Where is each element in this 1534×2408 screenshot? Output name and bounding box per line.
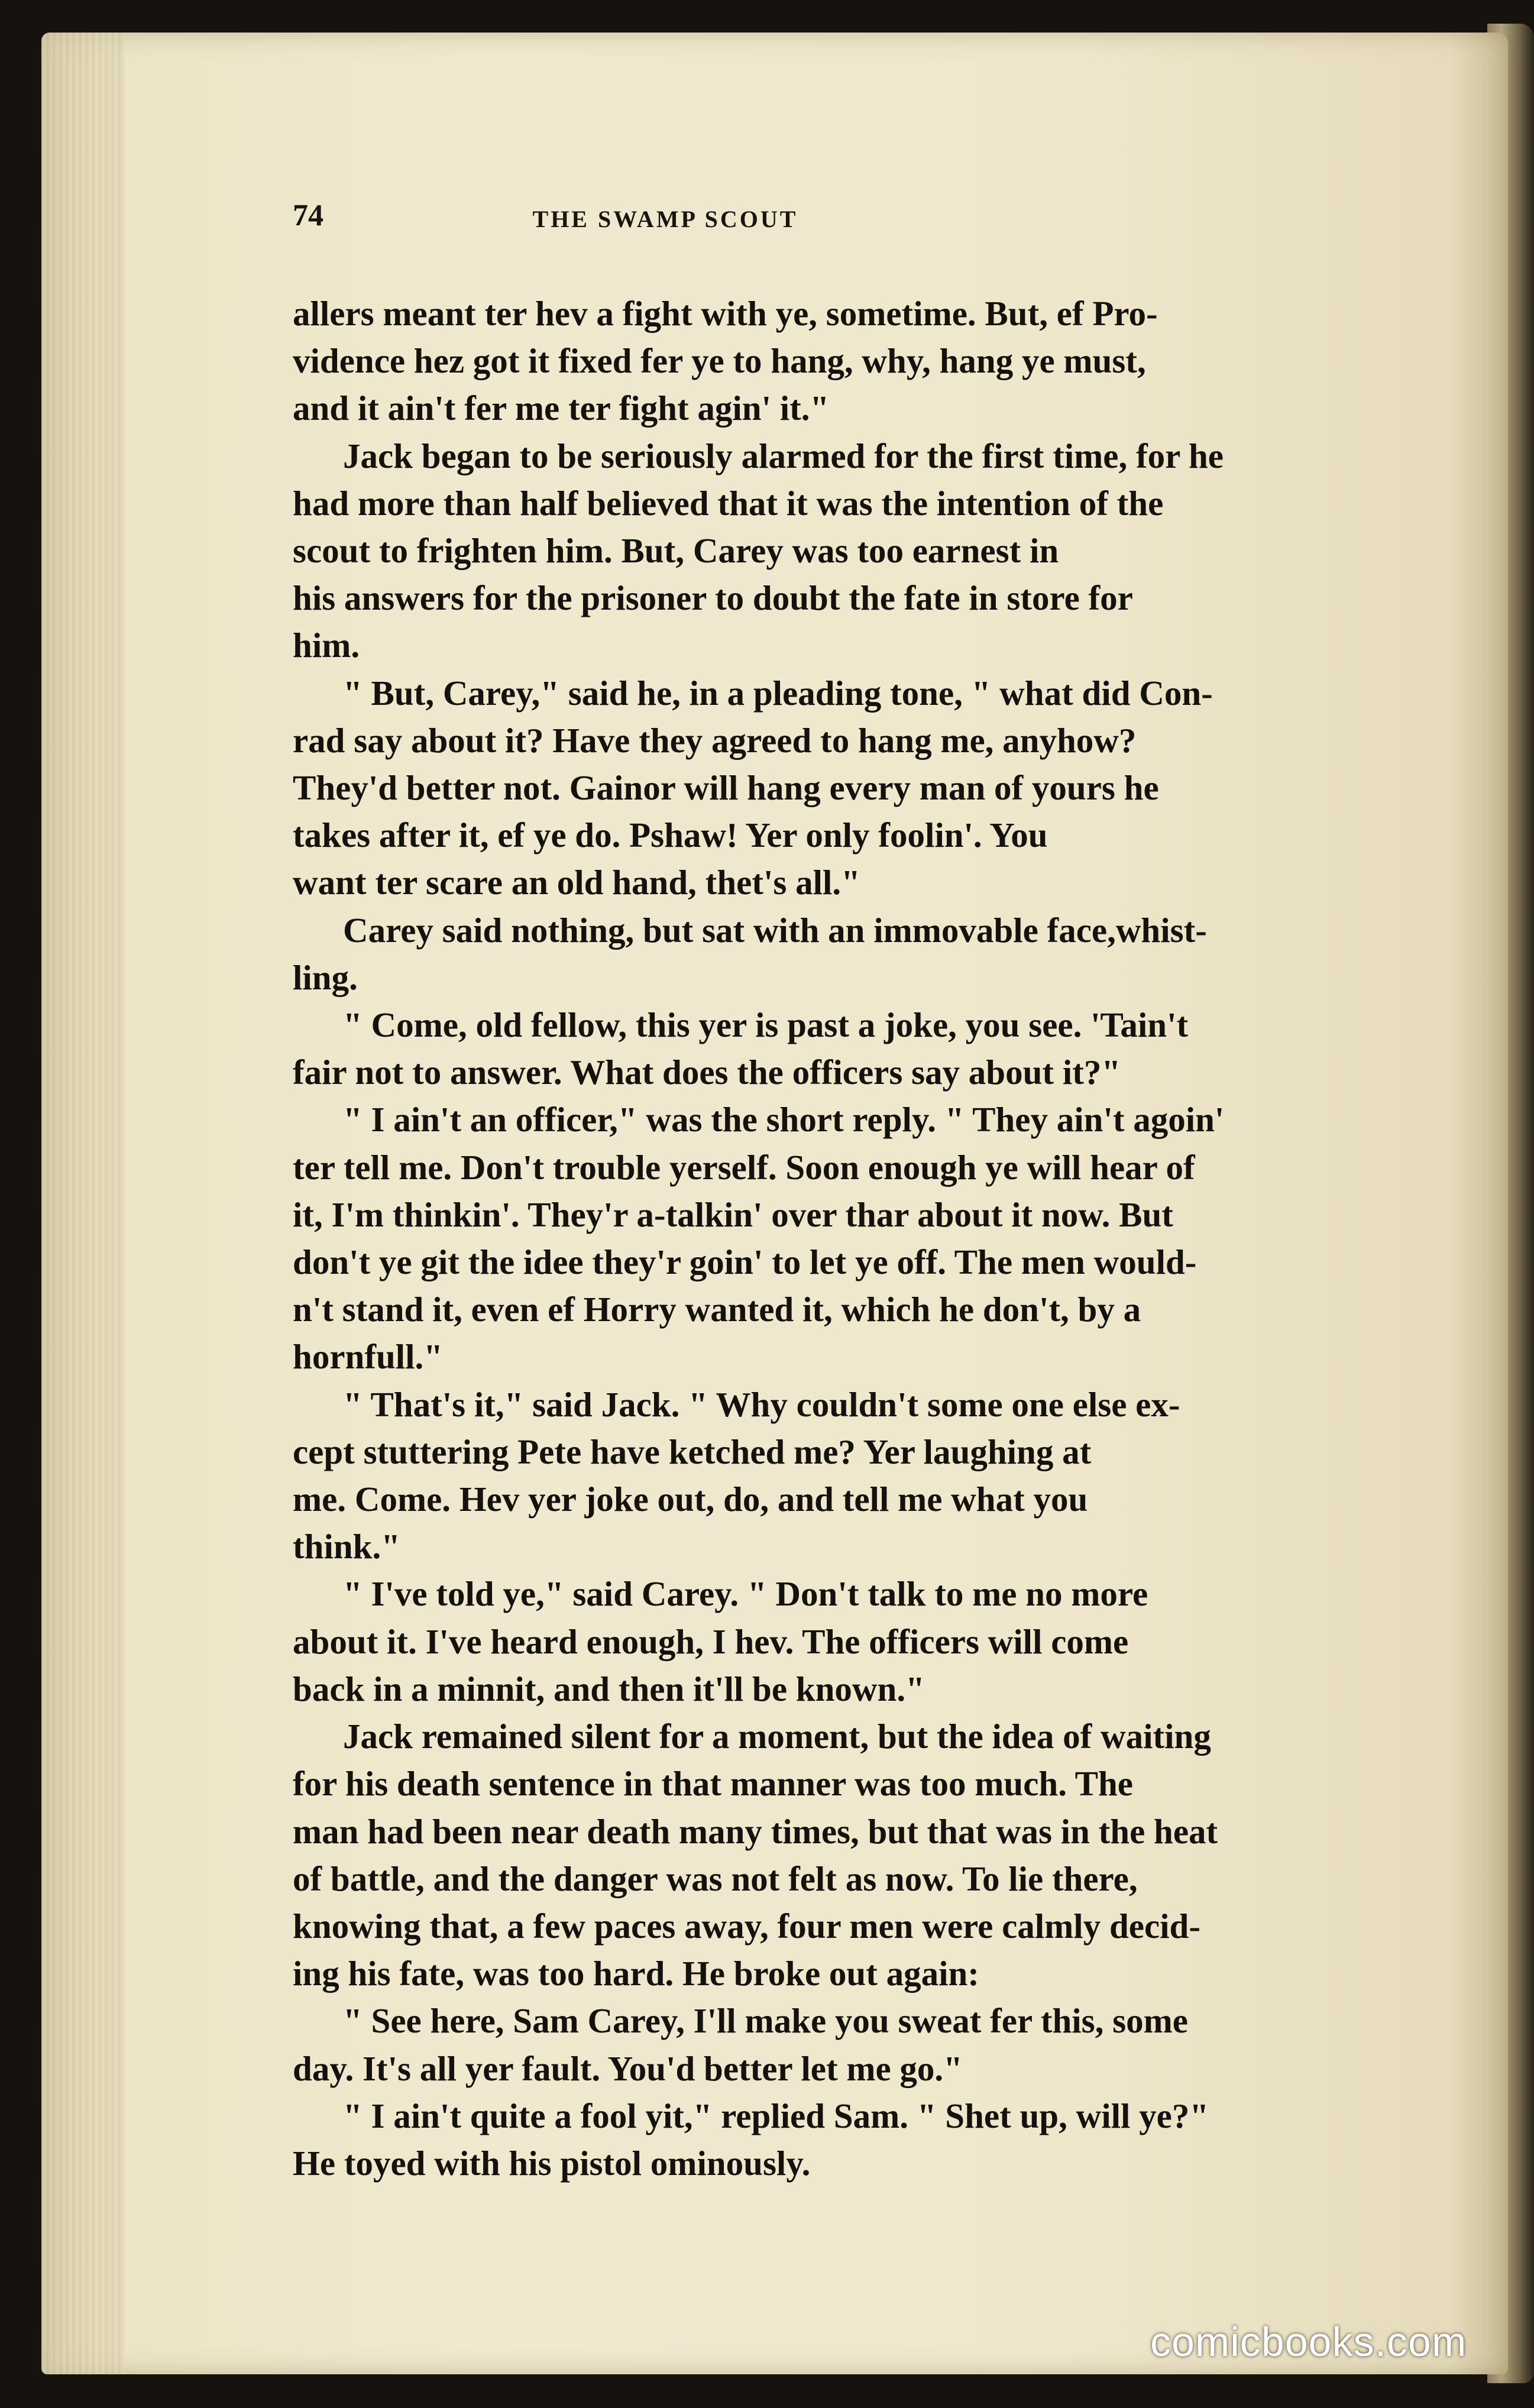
paragraph: allers meant ter hev a fight with ye, sometime. But, ef Pro- vidence hez got it fixed fer ye to hang, why, hang ye must, and it ain't fer me ter fight agin' it."	[293, 294, 1158, 428]
paragraph: " I ain't an officer," was the short reply. " They ain't agoin' ter tell me. Don't trouble yerself. Soon enough ye will hear of it, I'm thinkin'. They'r a-talkin' over thar about it now. But don't ye git the idee they'r goin' to let ye off. The men would- n't stand it, even ef Horry wanted it, which he don't, by a hornfull."	[293, 1100, 1225, 1377]
page-number: 74	[293, 199, 323, 232]
running-head: THE SWAMP SCOUT	[532, 206, 798, 232]
paragraph: " I ain't quite a fool yit," replied Sam. " Shet up, will ye?" He toyed with his pistol ominously.	[293, 2096, 1209, 2183]
body-text	[293, 290, 1437, 2187]
paragraph: " Come, old fellow, this yer is past a joke, you see. 'Tain't fair not to answer. What does the officers say about it?"	[293, 1005, 1189, 1092]
paragraph: Carey said nothing, but sat with an immovable face,whist- ling.	[293, 910, 1207, 997]
paragraph: " See here, Sam Carey, I'll make you sweat fer this, some day. It's all yer fault. You'd better let me go."	[293, 2001, 1188, 2088]
paragraph: Jack remained silent for a moment, but the idea of waiting for his death sentence in that manner was too much. The man had been near death many times, but that was in the heat of battle, and the danger was not felt as now. To lie there, knowing that, a few paces away, four men were calmly decid- ing his fate, was too hard. He broke out again:	[293, 1717, 1218, 1993]
watermark: comicbooks.com	[1150, 2319, 1467, 2365]
paragraph: " I've told ye," said Carey. " Don't talk to me no more about it. I've heard enough, I hev. The officers will come back in a minnit, and then it'll be known."	[293, 1574, 1148, 1708]
page-header	[293, 198, 1038, 245]
paragraph: " That's it," said Jack. " Why couldn't some one else ex- cept stuttering Pete have ketched me? Yer laughing at me. Come. Hev yer joke out, do, and tell me what you think."	[293, 1384, 1180, 1567]
page-stack-edge	[41, 33, 124, 2374]
paragraph: Jack began to be seriously alarmed for the first time, for he had more than half believed that it was the intention of the scout to frighten him. But, Carey was too earnest in his answers for the prisoner to doubt the fate in store for him.	[293, 436, 1224, 665]
paragraph: " But, Carey," said he, in a pleading tone, " what did Con- rad say about it? Have they agreed to hang me, anyhow? They'd better not. Gainor will hang every man of yours he takes after it, ef ye do. Pshaw! Yer only foolin'. You want ter scare an old hand, thet's all."	[293, 673, 1213, 902]
